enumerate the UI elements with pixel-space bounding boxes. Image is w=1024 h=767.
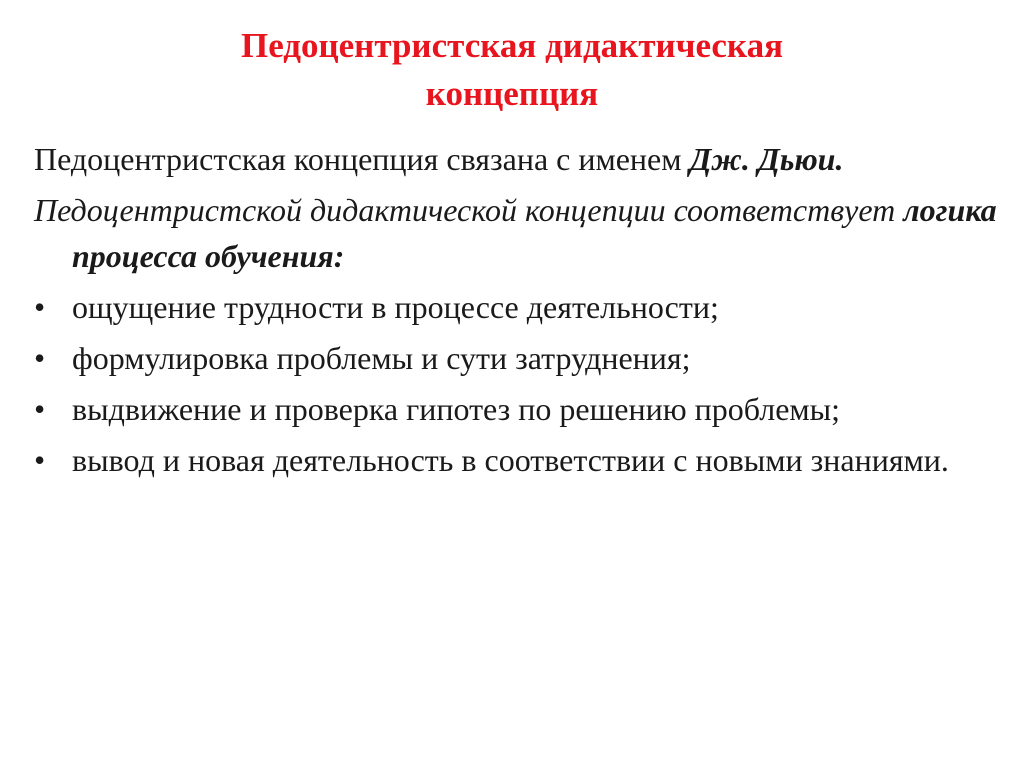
logic-emphasis: логика процесса обучения: [72,192,997,274]
intro-paragraph [34,136,1004,182]
list-item-text: выдвижение и проверка гипотез по решению проблемы; [72,391,841,427]
intro-text: Педоцентристская концепция связана с именем [34,141,690,177]
list-item [34,284,1004,330]
author-name: Дж. Дьюи. [689,141,844,177]
slide-body [34,136,1004,488]
slide-title [0,22,1024,118]
list-item [34,335,1004,381]
bullet-icon: • [34,442,46,478]
list-item [34,437,1004,483]
logic-text: Педоцентристской дидактической концепции соответствует [34,192,904,228]
steps-list [34,284,1004,483]
slide-title-line-2: концепция [425,74,599,113]
list-item-text: ощущение трудности в процессе деятельности; [72,289,719,325]
bullet-icon: • [34,391,46,427]
bullet-icon: • [34,340,46,376]
logic-paragraph [34,187,1004,279]
slide-title-line-1: Педоцентристская дидактическая [240,26,784,65]
list-item-text: формулировка проблемы и сути затруднения; [72,340,691,376]
bullet-icon: • [34,289,46,325]
list-item-text: вывод и новая деятельность в соответствии с новыми знаниями. [72,442,949,478]
list-item [34,386,1004,432]
